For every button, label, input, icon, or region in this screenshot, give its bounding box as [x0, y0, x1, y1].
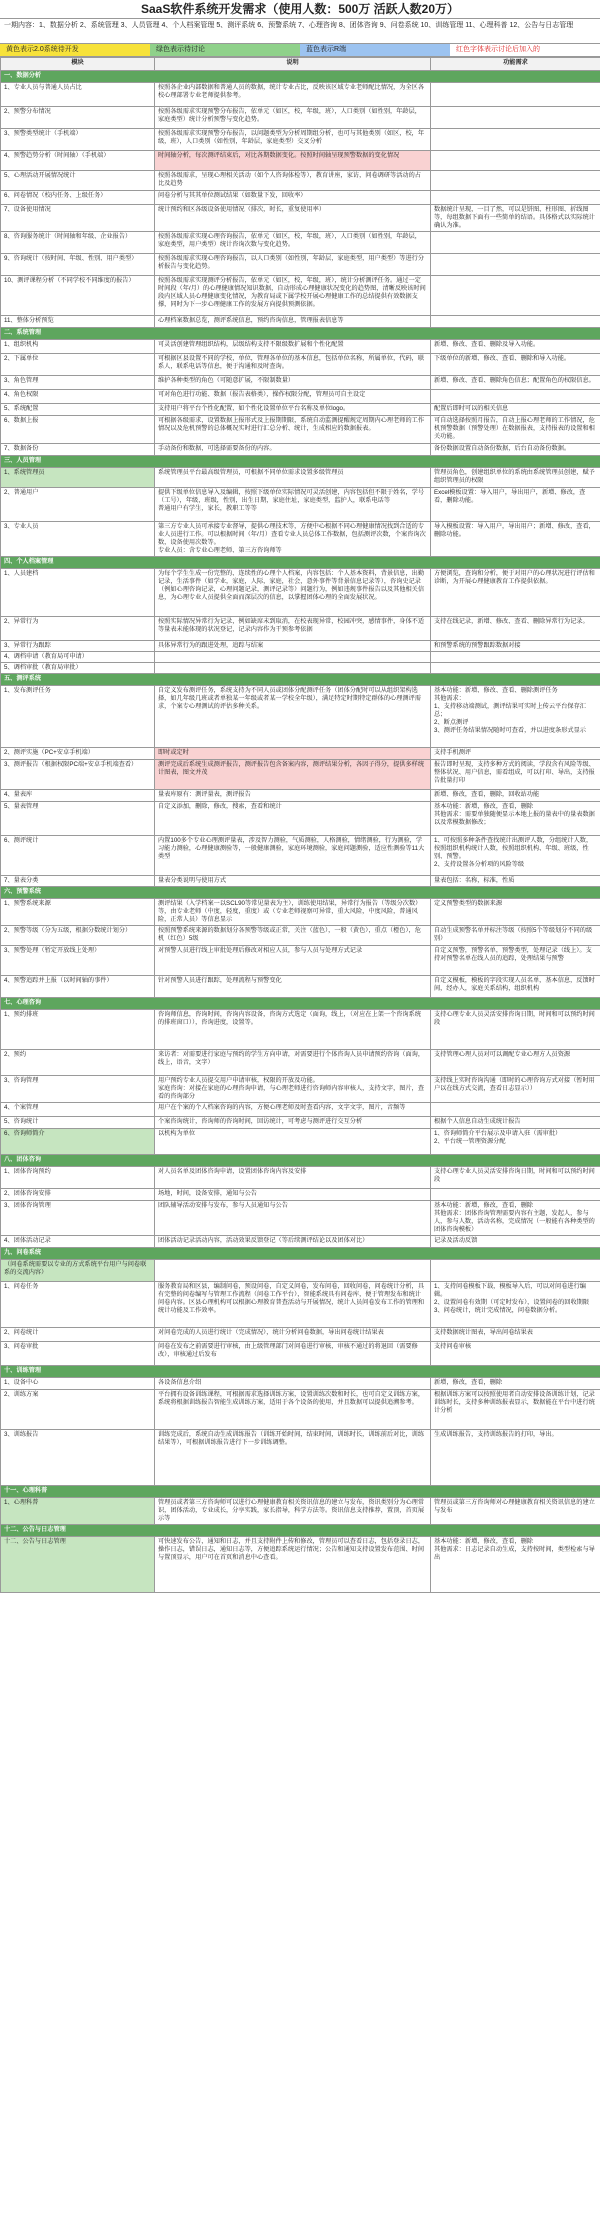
table-row — [1, 416, 600, 444]
module-cell: 4、个案管理 — [1, 1103, 155, 1117]
table-row — [1, 686, 600, 748]
requirement-cell — [431, 652, 600, 663]
module-cell: 2、预约 — [1, 1050, 155, 1076]
description-cell: 各设备信息介绍 — [155, 1378, 431, 1390]
table-row — [1, 1328, 600, 1342]
module-cell: 1、专业人员与普通人员占比 — [1, 83, 155, 107]
table-row — [1, 663, 600, 674]
description-cell: 即时或定时 — [155, 748, 431, 760]
table-row — [1, 522, 600, 557]
module-cell: 4、预警追踪并上报（以时间轴的事件） — [1, 976, 155, 998]
legend-item: 黄色表示2.0系统待开发 — [0, 44, 150, 56]
section-title: 九、问卷系统 — [1, 1248, 600, 1260]
table-row — [1, 390, 600, 404]
requirement-cell: 1、可按照多种条件查找统计出测评人数，分组统计人数，按照组织机构统计人数，按照组织机构、年级、班级，性别、预警。 2、支持设置各分析项的风险等级 — [431, 836, 600, 876]
requirement-cell: 新增、修改、查看、删除及导入功能。 — [431, 340, 600, 354]
requirement-cell: 支持问卷审核 — [431, 1342, 600, 1366]
description-cell: 测评结果（入学档案一以SCL90等常见量表为主），训练使用结果，异常行为报告（等级分次数）等，由专业老师（中度，轻度，重度）或（专业老师视察可异常，重大风险，中度风险，普通风险，正常人员）等信息显示 — [155, 899, 431, 926]
module-cell: 4、团体活动记录 — [1, 1236, 155, 1248]
section-row — [1, 887, 600, 899]
requirement-cell: 新增、修改，查看，删除，回收站功能 — [431, 790, 600, 802]
requirement-cell: 备份数据设置自动备份数据，后台自动备份数据。 — [431, 444, 600, 456]
module-cell: 2、训练方案 — [1, 1390, 155, 1430]
section-title: 六、预警系统 — [1, 887, 600, 899]
description-cell: 团队辅导活动安排与发布，参与人员通知与公告 — [155, 1201, 431, 1236]
requirement-cell — [431, 83, 600, 107]
table-row — [1, 946, 600, 976]
table-row — [1, 1430, 600, 1486]
table-row — [1, 488, 600, 522]
module-cell: 5、系统配置 — [1, 404, 155, 416]
requirement-cell: 1、支持问卷模板下载，模板导入后，可以对问卷进行编辑。 2、设置问卷有效期（可定时发布），设置问卷的回收期限 3、问卷统计，统计完成情况，问卷数据分析。 — [431, 1282, 600, 1328]
table-row — [1, 802, 600, 836]
requirement-cell: 基本功能：新增，修改，查看，删除 其他需求：日志记录自动生成，支持按时间，类型检索与导出 — [431, 1537, 600, 1593]
requirement-cell: 报告即时呈现，支持多种方式的阅读，学段含有风险等级、整体状况、用户信息，需看组成，可以打印、导出，支持报告批量打印 — [431, 760, 600, 790]
description-cell: 服务教育局和区县，编制问卷，预设问卷，自定义问卷，发布问卷，回收问卷，问卷统计分析，具有完整的问卷编写与管理工作流程（问卷工作平台），智能系统具有问卷库，便于管理发布和统计问卷内容。区县心理机构可以根据心理教育普查活动与开展情况，统计人员问卷发布工作的管理和统计功能及工作效率。 — [155, 1282, 431, 1328]
requirement-cell: 支持管理心理人员对可以调配专业心理方人员资源 — [431, 1050, 600, 1076]
module-cell: （问卷系统需要以专业的方式系统平台用户与问卷联系的交流内容） — [1, 1260, 155, 1282]
module-cell: 1、组织机构 — [1, 340, 155, 354]
requirement-cell: 导入模板设置：导入用户，导出用户；新增、修改，查看，删除功能。 — [431, 522, 600, 557]
requirement-cell: 支持心理专业人员灵活安排咨询日期，时间和可以预约时间段 — [431, 1010, 600, 1050]
description-cell: 测评完成后系统生成测评报告，测评报告包含备案内容，测评结果分析，各因子得分，提供多样统计图表，图文并茂 — [155, 760, 431, 790]
module-cell: 4、预警趋势分析（时间轴）（手机端） — [1, 151, 155, 171]
description-cell — [155, 1260, 431, 1282]
requirement-cell: 可自动选择按照月报告，自动上报心理老师的工作情况，危机预警数据（预警处理）在数据报表，支持报表的设置和相关功能。 — [431, 416, 600, 444]
requirement-cell: 数据统计呈现，一目了然，可以是饼图、柱形图、折线图等，每组数据下面有一些简单的结语。具体格式以实际统计确认为准。 — [431, 205, 600, 232]
requirement-cell: 自定义预警，预警名单，预警类型，处理记录（线上）。支持对预警名单在线人员的追踪，处理结果与预警 — [431, 946, 600, 976]
requirement-cell: 下级单位的新增、修改、查看、删除和导入功能。 — [431, 354, 600, 376]
description-cell: 按照各级需求实现预警分布报告，以问题类型为分析周期组分析，也可与其他类别（如区，校，年级，班），人口类别（如性别，年龄层，家庭类型）交叉分析 — [155, 129, 431, 151]
module-cell: 5、咨询统计 — [1, 1117, 155, 1129]
requirement-cell: 新增，修改，查看，删除 — [431, 1378, 600, 1390]
table-row — [1, 760, 600, 790]
table-row — [1, 1010, 600, 1050]
module-cell: 1、发布测评任务 — [1, 686, 155, 748]
module-cell: 1、预警系统来源 — [1, 899, 155, 926]
table-row — [1, 1236, 600, 1248]
requirement-cell — [431, 316, 600, 328]
requirement-cell: Excel模板设置：导入用户，导出用户，新增、修改，查看，删除功能。 — [431, 488, 600, 522]
table-row — [1, 899, 600, 926]
module-cell: 7、设备使用情况 — [1, 205, 155, 232]
module-cell: 2、预警分布情况 — [1, 107, 155, 129]
section-title: 十一、心理科普 — [1, 1486, 600, 1498]
requirement-cell: 定义预警类型的数据来源 — [431, 899, 600, 926]
description-cell: 按照预警系统来源的数据划分各预警等级或正常，关注（蓝色），一般（黄色），重点（橙色），危机（红色）5级 — [155, 926, 431, 946]
module-cell: 6、测评统计 — [1, 836, 155, 876]
requirement-cell — [431, 151, 600, 171]
description-cell: 对人员名单及团体咨询申请，设置团体咨询内容及安排 — [155, 1167, 431, 1189]
module-cell: 1、人员建档 — [1, 569, 155, 617]
module-cell: 4、角色权限 — [1, 390, 155, 404]
table-row — [1, 1129, 600, 1155]
requirement-cell — [431, 129, 600, 151]
description-cell: 问卷分析与其其单位测试结果（如数量下发，回收率） — [155, 191, 431, 205]
description-cell: 统计预约和区各级设备使用情况（排次，时长，重复使用率） — [155, 205, 431, 232]
table-row — [1, 1167, 600, 1189]
description-cell: 支持用户将平台个性化配置，如个性化设置单位平台名称及单位logo。 — [155, 404, 431, 416]
table-header-row — [1, 58, 600, 71]
description-cell: 量表分类说明与使用方式 — [155, 876, 431, 887]
legend-item: 绿色表示待讨论 — [150, 44, 300, 56]
module-cell: 3、专业人员 — [1, 522, 155, 557]
table-row — [1, 1117, 600, 1129]
module-cell: 5、量表管理 — [1, 802, 155, 836]
module-cell: 3、问卷审批 — [1, 1342, 155, 1366]
legend-item: 红色字体表示讨论后加入的 — [450, 44, 600, 56]
section-row — [1, 1525, 600, 1537]
table-row — [1, 1076, 600, 1103]
description-cell: 为每个学生生成一份完整的、连续性的心理个人档案，内容包括：个人基本资料，背景信息，出勤记录，生活事件（如学业，家庭，人际，家庭，社会，意外事件等背景信息记录等），咨询史记录（例如心理咨询记录，心理问题记录，测评记录等）问题行为，例如违规事件报告以及其他相关信息，为心理专业人员提供全面而深层次的信息，以掌握团体心理的全面发展状况。 — [155, 569, 431, 617]
requirement-cell: 基本功能：新增、修改、查看、删除测评任务 其他需求： 1、支持移动端测试，测评结果可实时上传云平台保存汇总； 2、断点测评 3、测评任务结果情况随时可查看，并以进度条形式显示 — [431, 686, 600, 748]
description-cell: 量表库原有：测评量表，测评报告 — [155, 790, 431, 802]
requirement-cell: 和预警系统的预警跟踪数据对接 — [431, 641, 600, 652]
module-cell: 3、训练报告 — [1, 1430, 155, 1486]
section-row — [1, 557, 600, 569]
description-cell: 按照各企业内部数据和普通人员的数据，统计专业占比，反映该区域专业老师配比情况，为全区各校心理部署专业老师提供参考。 — [155, 83, 431, 107]
requirement-cell: 管理员角色，创建组织单位的系统由系统管理员创建，赋予组织管理员的权限 — [431, 468, 600, 488]
description-cell: 可根据区县设置不同的学校，单位，管理各单位的基本信息，包括单位名称，所属单位，代码，联系人，联系电话等信息，便于沟通和及时查询。 — [155, 354, 431, 376]
module-cell: 5、调档审批（教育局审批） — [1, 663, 155, 674]
table-row — [1, 444, 600, 456]
requirement-cell: 基本功能：新增，修改，查看，删除 其他需求：需要单独随便显示本地上报的量表中的量表数据以及常模数据修改； — [431, 802, 600, 836]
section-row — [1, 1366, 600, 1378]
table-row — [1, 641, 600, 652]
module-cell: 3、咨询管理 — [1, 1076, 155, 1103]
table-row — [1, 191, 600, 205]
description-cell: 时间轴分析，每次测评结束后，对比各期数据变化。按照时间轴呈现预警数据的变化情况 — [155, 151, 431, 171]
module-cell: 5、心理活动开展情况统计 — [1, 171, 155, 191]
table-row — [1, 316, 600, 328]
description-cell: 按照各级需求实现心理咨询报告，以人口类别（如性别，年龄层，家庭类型，用户类型）等进行分析报告与变化趋势。 — [155, 254, 431, 276]
requirement-cell: 基本功能：新增，修改，查看，删除 其他需求：团体咨询管理需要内容有主题，发起人，参与人，参与人数，活动名称，完成情况（一般能有各种类型的团体咨询模板） — [431, 1201, 600, 1236]
table-row — [1, 404, 600, 416]
requirements-table — [0, 57, 600, 1593]
description-cell: 按照实际情况异常行为记录，例如缺席未到取消，在校表现异常，校园冲突，感情事件，身体不适等量表未能体现的状况登记，记录内容作为干预参考依据 — [155, 617, 431, 641]
column-header-requirements: 功能需求 — [431, 58, 600, 71]
description-cell: 按照各级需求实现测评分析报告，依单元（如区，校，年级，班），统计分析测评任务。通过一定时间段（年/月）的心理健康情况知识数据，自动形成心理健康状况变化的趋势图，清晰反映该时间段内区域人员心理健康变化情况，为教育局或下属学校开展心理健康工作的总结提供有效数据支撑，同时为下一步心理健康工作的发展方向提供预测依据。 — [155, 276, 431, 316]
description-cell: 具体异常行为的跟进处理，追踪与结案 — [155, 641, 431, 652]
module-cell: 2、团体咨询安排 — [1, 1189, 155, 1201]
module-cell: 6、咨询师简介 — [1, 1129, 155, 1155]
requirement-cell: 支持线上实时咨询沟通（即时的心理咨询方式对接（暂时用户以在线方式交流，查看日志显示）） — [431, 1076, 600, 1103]
module-cell: 2、预警等级（分为五级，根据分数统计划分） — [1, 926, 155, 946]
description-cell: 自定义添加，删除，修改，搜索，查看和统计 — [155, 802, 431, 836]
requirement-cell — [431, 276, 600, 316]
requirement-cell: 支持在线记录，新增、修改、查看、删除异常行为记录。 — [431, 617, 600, 641]
module-cell: 3、测评报告（根据权限PC端+安卓手机端查看） — [1, 760, 155, 790]
table-row — [1, 748, 600, 760]
requirement-cell: 自定义模板，模板的字段实现人员名单，基本信息，反馈时间，经办人，家庭关系结构，组织机构 — [431, 976, 600, 998]
table-row — [1, 107, 600, 129]
table-row — [1, 1103, 600, 1117]
table-row — [1, 1342, 600, 1366]
description-cell: 自定义发布测评任务，系统支持为不同人员或团体分配测评任务（团体分配时可以从组织架构选择，如几年级几班或者单独某一年级或者某一学校全年级），满足特定时期特定群体的心理测评需求，个案专心理测试的评估多种关系。 — [155, 686, 431, 748]
module-cell: 2、普通用户 — [1, 488, 155, 522]
requirement-cell: 量表包括：名称，标准，性质 — [431, 876, 600, 887]
description-cell: 用户预约专业人员提交用户申请审核，权限的开放及功能。 家庭咨询：对接在家庭的心理咨询申请，与心理老师进行咨询师内容审核人，支持文字，图片，查看的咨询部分 — [155, 1076, 431, 1103]
table-row — [1, 1050, 600, 1076]
page-title: SaaS软件系统开发需求（使用人数：500万 活跃人数20万） — [0, 0, 600, 19]
description-cell: 手动备份和数据，可选择需要备份的内容。 — [155, 444, 431, 456]
module-cell: 2、测评实施（PC+安卓手机端） — [1, 748, 155, 760]
description-cell: 可灵活创建管理组织结构，层级结构支持不限级数扩展和个性化配置 — [155, 340, 431, 354]
module-summary: 一期内容：1、数据分析 2、系统管理 3、人员管理 4、个人档案管理 5、测评系统 6、预警系统 7、心理咨询 8、团体咨询 9、问卷系统 10、训练管理 11、心理科普 12、公告与日志管理 — [0, 19, 600, 44]
requirement-cell: 自动生成预警名单并标注等级（按照5个等级划分不同的级别） — [431, 926, 600, 946]
module-cell: 1、问卷任务 — [1, 1282, 155, 1328]
table-row — [1, 254, 600, 276]
section-title: 七、心理咨询 — [1, 998, 600, 1010]
table-row — [1, 1390, 600, 1430]
requirement-cell — [431, 107, 600, 129]
module-cell: 4、量表库 — [1, 790, 155, 802]
module-cell: 7、量表分类 — [1, 876, 155, 887]
description-cell: 问卷在发布之前需要进行审核，由上级管理部门对问卷进行审核，审核不通过的将退回（需要修改），审核通过后发布 — [155, 1342, 431, 1366]
module-cell: 3、预警处理（暂定开放线上处理） — [1, 946, 155, 976]
table-row — [1, 836, 600, 876]
requirement-cell — [431, 254, 600, 276]
section-title: 五、测评系统 — [1, 674, 600, 686]
section-title: 三、人员管理 — [1, 456, 600, 468]
requirement-cell: 支持心理专业人员灵活安排咨询日期，时间和可以预约时间段 — [431, 1167, 600, 1189]
section-title: 四、个人档案管理 — [1, 557, 600, 569]
table-row — [1, 1378, 600, 1390]
table-row — [1, 83, 600, 107]
module-cell: 3、预警类型统计（手机端） — [1, 129, 155, 151]
table-row — [1, 1498, 600, 1525]
requirement-cell — [431, 1103, 600, 1117]
description-cell: 按照各级需求实现心理咨询报告，依单元（如区，校，年级，班），人口类别（如性别，年龄层，家庭类型，用户类型）统计咨询次数与变化趋势。 — [155, 232, 431, 254]
module-cell: 3、异常行为跟踪 — [1, 641, 155, 652]
description-cell — [155, 663, 431, 674]
section-row — [1, 328, 600, 340]
description-cell: 维护各种类型的角色（可随意扩展，不限制数量） — [155, 376, 431, 390]
module-cell: 8、咨询服务统计（时间轴和年级、企业报告） — [1, 232, 155, 254]
description-cell: 训练完成后，系统自动生成训练报告（训练开始时间，结束时间，训练时长，训练前后对比，训练结果等），可根据训练报告进行下一步训练调整。 — [155, 1430, 431, 1486]
description-cell: 第三方专业人员可承接专业督导，提供心理技术等，方便中心根据不同心理健康情况找到合适的专业人员进行工作。可以根据时间（年/月）查看专业人员总体工作数据，包括测评次数，个案咨询次数，设备使用次数等。 专业人员：含专业心理老师、第三方咨询师等 — [155, 522, 431, 557]
section-row — [1, 71, 600, 83]
requirement-cell: 配置后即时可以的相关信息 — [431, 404, 600, 416]
description-cell: 按照各级需求，呈现心理相关活动（如个人咨询体检等），教育讲座，家访，问卷调研等活动的占比及趋势 — [155, 171, 431, 191]
module-cell: 9、咨询统计（按时间、年级、性别、用户类型） — [1, 254, 155, 276]
requirement-cell: 1、咨询师简介平台展示及申请入驻（需审批） 2、平台统一管理资源分配 — [431, 1129, 600, 1155]
section-row — [1, 1486, 600, 1498]
requirement-cell — [431, 232, 600, 254]
requirement-cell — [431, 390, 600, 404]
column-header-description: 说明 — [155, 58, 431, 71]
module-cell: 1、团体咨询预约 — [1, 1167, 155, 1189]
module-cell: 3、角色管理 — [1, 376, 155, 390]
requirement-cell: 生成训练报告，支持训练报告的打印，导出。 — [431, 1430, 600, 1486]
module-cell: 7、数据备份 — [1, 444, 155, 456]
table-row — [1, 129, 600, 151]
description-cell: 提供下级单位信息导入及编辑，按照下级单位实际情况可灵活创建，内容包括但不限于姓名，学号（工号），年级，班级，性别，出生日期，家庭住址，家庭类型，监护人，联系电话等 普通用户有学生，家长，教职工等等 — [155, 488, 431, 522]
section-row — [1, 674, 600, 686]
requirement-cell — [431, 171, 600, 191]
table-row — [1, 569, 600, 617]
requirement-cell: 根据个人信息自动生成统计报告 — [431, 1117, 600, 1129]
module-cell: 1、心理科普 — [1, 1498, 155, 1525]
section-title: 十、训练管理 — [1, 1366, 600, 1378]
module-cell: 1、系统管理员 — [1, 468, 155, 488]
description-cell: 按照各级需求实现预警分布报告，依单元（如区，校，年级，班），人口类别（如性别，年龄层，家庭类型）统计分析预警与变化趋势。 — [155, 107, 431, 129]
table-row — [1, 1282, 600, 1328]
table-row — [1, 652, 600, 663]
table-row — [1, 276, 600, 316]
requirement-cell — [431, 1260, 600, 1282]
table-row — [1, 1201, 600, 1236]
module-cell: 6、问卷情况（校内任务、上级任务） — [1, 191, 155, 205]
description-cell: 咨询师信息，咨询时间，咨询内容设备，咨询方式选定（面询，线上，（对应在上架一个咨询系统的排班窗口）），咨询进度，设置等。 — [155, 1010, 431, 1050]
section-row — [1, 1155, 600, 1167]
module-cell: 11、整体分析预览 — [1, 316, 155, 328]
description-cell: 来访者：对需要进行家庭与预约的学生方向申请，对需要进行个体咨询人员申请预约咨询（面询，线上，语音，文字） — [155, 1050, 431, 1076]
requirement-cell — [431, 663, 600, 674]
requirement-cell: 根据训练方案可以按照使用者自动安排设备训练计划，记录训练时长，支持多种训练报表显示，数据能在平台中进行统计分析 — [431, 1390, 600, 1430]
description-cell: 个案咨询统计，咨询师的咨询时间，回访统计，可考虑与测评进行交互分析 — [155, 1117, 431, 1129]
table-row — [1, 1537, 600, 1593]
description-cell: 对预警人员进行线上审批处理后修改对相应人员，参与人员与处理方式记录 — [155, 946, 431, 976]
table-row — [1, 876, 600, 887]
module-cell: 3、团体咨询管理 — [1, 1201, 155, 1236]
section-row — [1, 456, 600, 468]
module-cell: 2、下属单位 — [1, 354, 155, 376]
module-cell: 十二、公告与日志管理 — [1, 1537, 155, 1593]
description-cell — [155, 652, 431, 663]
table-row — [1, 232, 600, 254]
description-cell: 可快速发布公告，通知和日志，并且支持附件上传和修改，管理员可以查看日志，包括登录日志，操作日志，错误日志，通知日志等，方便追踪系统运行情况；公告和通知支持设置发布范围、时间与置顶显示，用户可在首页和消息中心查看。 — [155, 1537, 431, 1593]
description-cell: 可根据各级需求，设置数据上报形式及上报期期限，系统自动监测提醒规定周期内心理老师的工作情况以及危机预警的总体概况实时进行汇总分析、统计，生成相应的数据报表。 — [155, 416, 431, 444]
section-title: 八、团体咨询 — [1, 1155, 600, 1167]
description-cell: 管理员或者第三方咨询师可以进行心理健康教育相关资讯信息的建立与发布，资讯类别分为心理常识，团体活动，专业成长，分享实践，家长指导，科学方法等。资讯信息支持推荐，置顶，首页展示等 — [155, 1498, 431, 1525]
description-cell: 团体活动记录活动内容，活动效果反馈登记（等后续测评结论以及团体对比） — [155, 1236, 431, 1248]
requirement-cell: 支持数据统计图表，导出问卷结果表 — [431, 1328, 600, 1342]
table-row — [1, 790, 600, 802]
table-row — [1, 376, 600, 390]
module-cell: 2、问卷统计 — [1, 1328, 155, 1342]
table-row — [1, 205, 600, 232]
description-cell: 平台拥有设备训练课程，可根据需求选择训练方案，设置训练次数和时长，也可自定义训练方案，系统将根据训练报告智能生成训练方案，适用于各个设备的使用，并且数据可以提供追溯参考。 — [155, 1390, 431, 1430]
color-legend — [0, 44, 600, 57]
description-cell: 内置100多个专业心理测评量表，涉及智力测验，气质测验，人格测验，情绪测验，行为测验，学习能力测验，心理健康测验等，一般健康测验，家庭环境测验，家庭问题测验，适应性测验等11大类型 — [155, 836, 431, 876]
table-row — [1, 171, 600, 191]
section-row — [1, 998, 600, 1010]
table-row — [1, 976, 600, 998]
table-row — [1, 354, 600, 376]
module-cell: 6、数据上报 — [1, 416, 155, 444]
table-row — [1, 926, 600, 946]
section-title: 二、系统管理 — [1, 328, 600, 340]
column-header-module: 模块 — [1, 58, 155, 71]
module-cell: 1、预约排班 — [1, 1010, 155, 1050]
module-cell: 2、异常行为 — [1, 617, 155, 641]
table-row — [1, 1189, 600, 1201]
requirement-cell — [431, 191, 600, 205]
requirement-cell — [431, 1189, 600, 1201]
table-row — [1, 1260, 600, 1282]
module-cell: 1、设备中心 — [1, 1378, 155, 1390]
description-cell: 对问卷完成的人员进行统计（完成情况），统计分析问卷数据，导出问卷统计结果表 — [155, 1328, 431, 1342]
table-row — [1, 617, 600, 641]
module-cell: 10、测评课程分析（不同学校不同维度的报告） — [1, 276, 155, 316]
section-row — [1, 1248, 600, 1260]
requirement-cell: 支持手机测评 — [431, 748, 600, 760]
description-cell: 用户在个案的个人档案咨询的内容，方便心理老师及时查看内容，文字文字，图片，音频等 — [155, 1103, 431, 1117]
requirement-cell: 新增、修改、查看、删除角色信息；配置角色的权限信息。 — [431, 376, 600, 390]
requirement-cell: 记录及活动反馈 — [431, 1236, 600, 1248]
description-cell: 针对预警人员进行跟踪，处理流程与预警变化 — [155, 976, 431, 998]
requirement-cell: 方便浏览，查询和分析，便于对用户的心理状况进行评估和诊断，为开展心理健康教育工作提供依据。 — [431, 569, 600, 617]
section-title: 十二、公告与日志管理 — [1, 1525, 600, 1537]
table-row — [1, 468, 600, 488]
table-row — [1, 151, 600, 171]
module-cell: 4、调档申请（教育局可申请） — [1, 652, 155, 663]
description-cell: 场地，时间，设备安排，通知与公告 — [155, 1189, 431, 1201]
description-cell: 心理档案数据总览，测评系统信息，预约咨询信息，管理报表信息等 — [155, 316, 431, 328]
section-title: 一、数据分析 — [1, 71, 600, 83]
requirement-cell: 管理员或第三方咨询师对心理健康教育相关资讯信息的建立与发布 — [431, 1498, 600, 1525]
legend-item: 蓝色表示R端 — [300, 44, 450, 56]
description-cell: 可对角色进行功能、数据（报告表格类），操作权限分配，管理员可自主设定 — [155, 390, 431, 404]
table-row — [1, 340, 600, 354]
description-cell: 以机构为单位 — [155, 1129, 431, 1155]
description-cell: 系统管理员平台最高级管理员，可根据不同单位需求设置多级管理员 — [155, 468, 431, 488]
